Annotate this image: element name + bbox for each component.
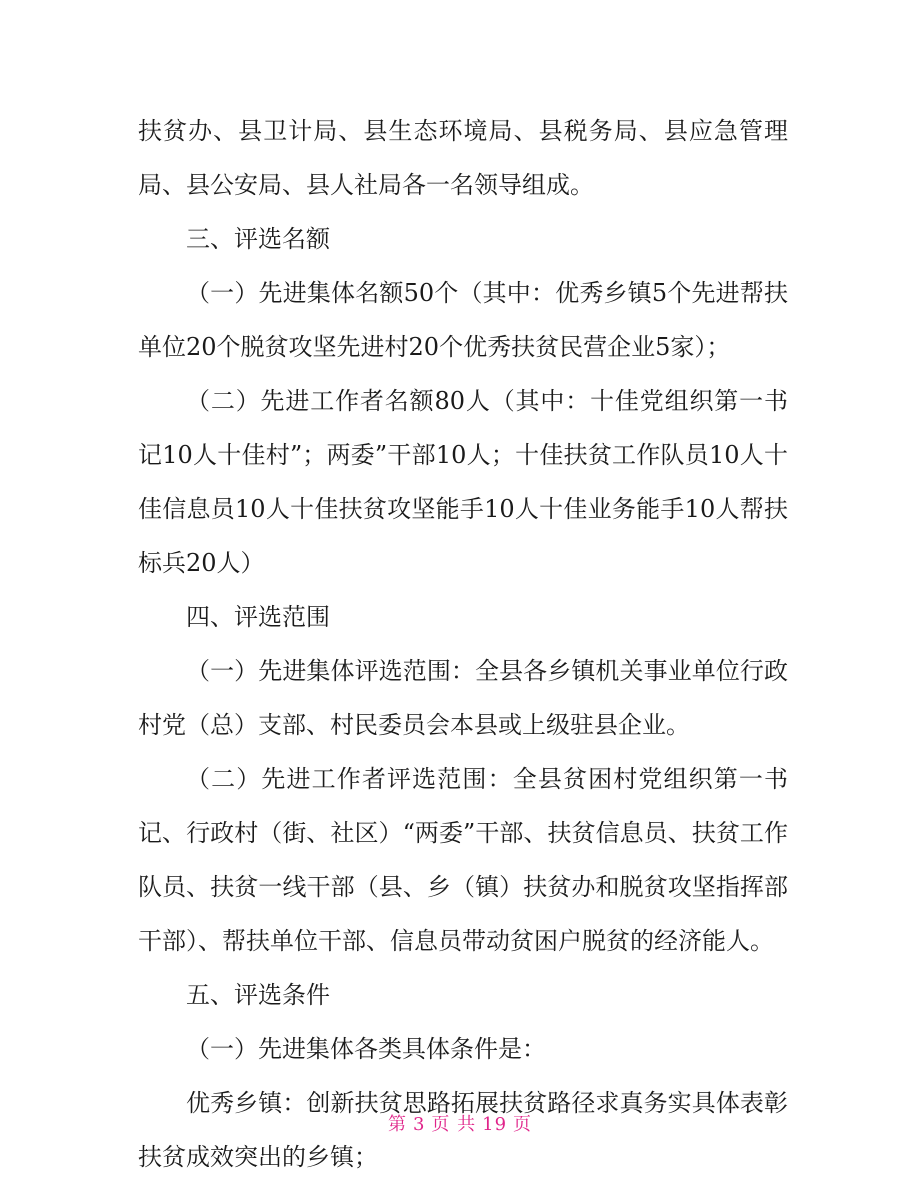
footer-prefix: 第 <box>387 1114 407 1135</box>
heading-conditions: 五、评选条件 <box>186 981 330 1009</box>
paragraph-collective-conditions: （一）先进集体各类具体条件是： <box>186 1035 546 1063</box>
paragraph-committee-members: 扶贫办、县卫计局、县生态环境局、县税务局、县应急管理局、县公安局、县人社局各一名领导组成。 <box>138 117 788 199</box>
paragraph-collective-quota: （一）先进集体名额50个（其中：优秀乡镇5个先进帮扶单位20个脱贫攻坚先进村20个优秀扶贫民营企业5家）； <box>138 279 788 361</box>
footer-middle: 页 共 <box>431 1114 477 1135</box>
heading-scope: 四、评选范围 <box>186 603 330 631</box>
paragraph-worker-scope: （二）先进工作者评选范围：全县贫困村党组织第一书记、行政村（街、社区）“两委”干部、扶贫信息员、扶贫工作队员、扶贫一线干部（县、乡（镇）扶贫办和脱贫攻坚指挥部干部）、帮扶单位干部、信息员带动贫困户脱贫的经济能人。 <box>138 765 788 955</box>
footer-page-number: 3 <box>412 1114 426 1135</box>
paragraph-worker-quota: （二）先进工作者名额80人（其中：十佳党组织第一书记10人十佳村”；两委”干部10人；十佳扶贫工作队员10人十佳信息员10人十佳扶贫攻坚能手10人十佳业务能手10人帮扶标兵20人） <box>138 387 788 577</box>
paragraph-collective-scope: （一）先进集体评选范围：全县各乡镇机关事业单位行政村党（总）支部、村民委员会本县或上级驻县企业。 <box>138 657 788 739</box>
page-footer <box>0 1110 920 1136</box>
footer-suffix: 页 <box>513 1114 533 1135</box>
document-body <box>138 104 788 1184</box>
footer-total-pages: 19 <box>482 1114 508 1135</box>
paragraph-excellent-township: 优秀乡镇：创新扶贫思路拓展扶贫路径求真务实具体表彰扶贫成效突出的乡镇； <box>138 1089 788 1171</box>
heading-quota: 三、评选名额 <box>186 225 330 253</box>
